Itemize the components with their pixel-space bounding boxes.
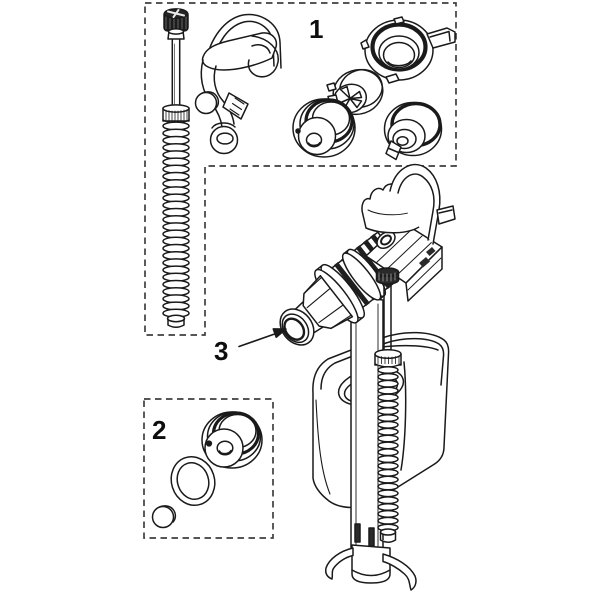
piston-cap-drawing xyxy=(385,103,442,160)
group-3-label: 3 xyxy=(214,336,229,366)
flexible-hose-drawing xyxy=(163,9,189,327)
group-2-label: 2 xyxy=(152,415,167,445)
service-kit-diaphragm-drawing xyxy=(202,412,262,468)
fill-valve-assembly-drawing xyxy=(265,165,455,590)
hose-corrugations xyxy=(163,122,189,317)
diaphragm-disc-drawing xyxy=(293,99,355,157)
adjuster-knurled-screw xyxy=(377,268,399,284)
item-3-arrow xyxy=(239,329,286,347)
mounting-bracket-drawing xyxy=(201,15,281,154)
pellet-cylinder-drawing xyxy=(196,92,219,114)
group-1-label: 1 xyxy=(309,14,324,44)
adjuster-top-nut xyxy=(375,350,401,367)
pellet-cylinder-2-drawing xyxy=(153,506,176,528)
